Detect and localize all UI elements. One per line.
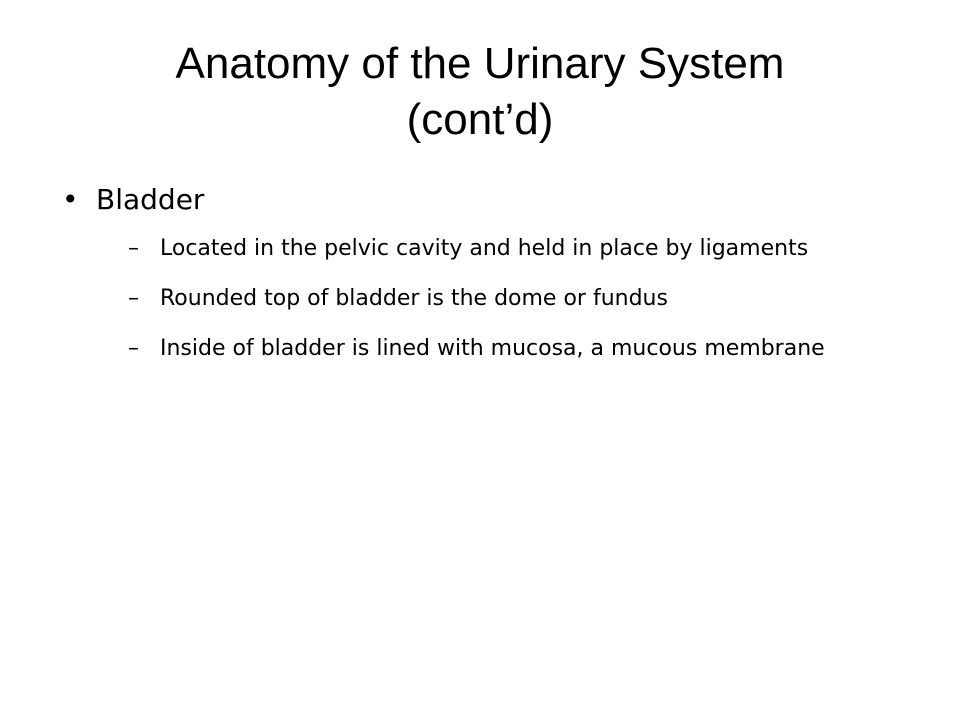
sub-bullet-marker: – (128, 236, 139, 261)
sub-bullet-item (128, 234, 882, 264)
bullet-text: Bladder (96, 183, 205, 216)
sub-bullet-list (62, 234, 882, 364)
sub-bullet-item (128, 334, 882, 364)
bullet-bladder (62, 180, 882, 220)
sub-bullet-marker: – (128, 336, 139, 361)
sub-bullet-text: Rounded top of bladder is the dome or fundus (160, 286, 668, 311)
slide-title (60, 36, 900, 148)
slide-title-line-2: (cont’d) (406, 95, 554, 144)
slide-title-line-1: Anatomy of the Urinary System (175, 39, 785, 88)
sub-bullet-text: Located in the pelvic cavity and held in place by ligaments (160, 236, 809, 261)
sub-bullet-marker: – (128, 286, 139, 311)
sub-bullet-item (128, 284, 882, 314)
bullet-marker: • (62, 183, 79, 216)
sub-bullet-text: Inside of bladder is lined with mucosa, a mucous membrane (160, 336, 825, 361)
slide-content (62, 180, 882, 384)
